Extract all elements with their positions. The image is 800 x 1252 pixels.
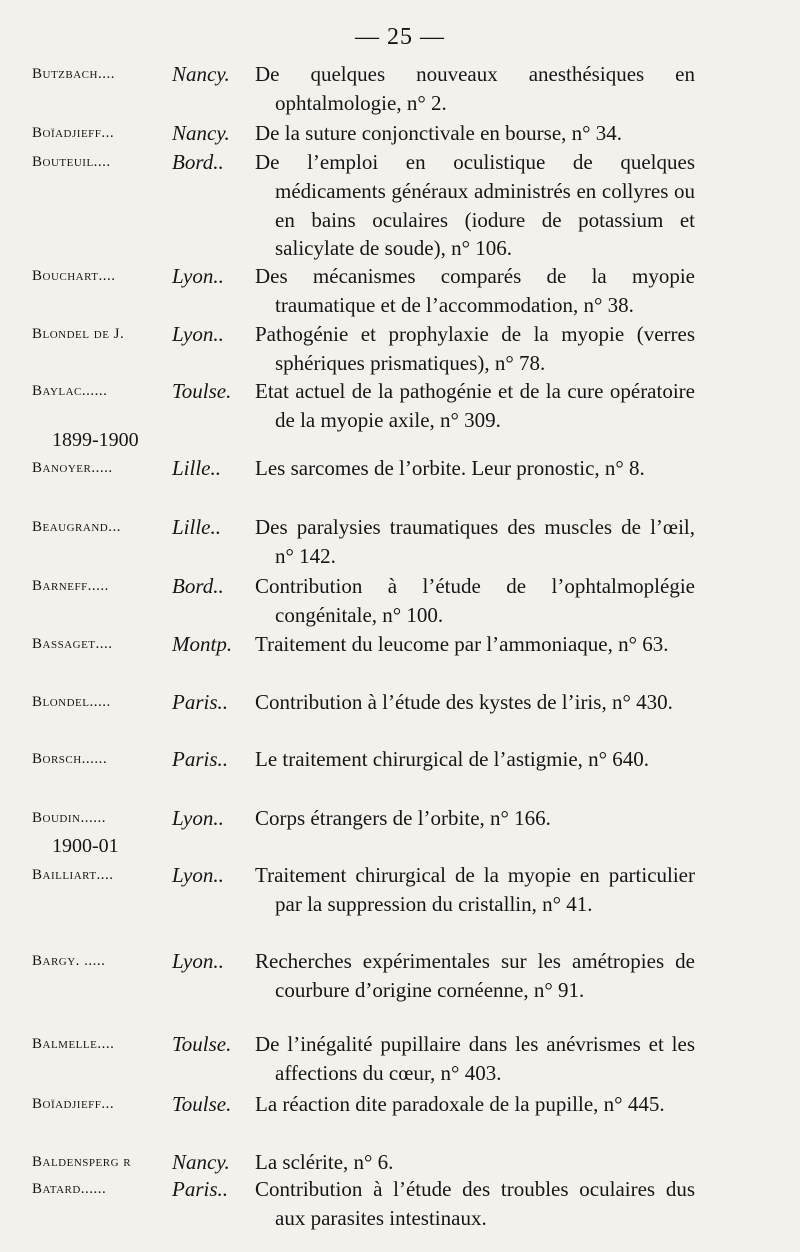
entry-author: Batard......	[32, 1181, 107, 1197]
entry-title: De la suture conjonctivale en bourse, n° 34.	[255, 121, 623, 145]
entry-city: Toulse.	[172, 1032, 232, 1056]
entry-title: La sclérite, n° 6.	[255, 1150, 394, 1174]
entry-title: Recherches expérimentales sur les amétropies de courbure d’origine cornéenne, n° 91.	[255, 949, 695, 1002]
entry-title: Corps étrangers de l’orbite, n° 166.	[255, 806, 551, 830]
entry-title: Contribution à l’étude des kystes de l’iris, n° 430.	[255, 690, 673, 714]
entry-city: Paris..	[172, 690, 229, 714]
entry-title: Les sarcomes de l’orbite. Leur pronostic, n° 8.	[255, 456, 645, 480]
entry-author: Blondel de J.	[32, 326, 125, 342]
entry-title: Pathogénie et prophylaxie de la myopie (verres sphériques prismatiques), n° 78.	[255, 322, 695, 375]
entry-city: Lille..	[172, 515, 222, 539]
entry-city: Paris..	[172, 747, 229, 771]
entry-author: Butzbach....	[32, 66, 115, 82]
entry-author: Boudin......	[32, 810, 106, 826]
page-number: — 25 —	[355, 24, 445, 50]
entry-city: Lyon..	[172, 863, 224, 887]
entry-title: Des mécanismes comparés de la myopie traumatique et de l’accommodation, n° 38.	[255, 264, 695, 317]
entry-city: Lyon..	[172, 806, 224, 830]
entry-city: Bord..	[172, 150, 224, 174]
entry-city: Bord..	[172, 574, 224, 598]
entry-city: Montp.	[172, 632, 233, 656]
entry-author: Blondel.....	[32, 694, 111, 710]
entry-author: Bassaget....	[32, 636, 113, 652]
entry-author: Boïadjieff...	[32, 1096, 115, 1112]
entry-author: Bouteuil....	[32, 154, 111, 170]
entry-author: Bargy. .....	[32, 953, 106, 969]
entry-title: Des paralysies traumatiques des muscles de l’œil, n° 142.	[255, 515, 695, 568]
entry-title: Traitement du leucome par l’ammoniaque, n° 63.	[255, 632, 669, 656]
entry-title: De l’inégalité pupillaire dans les anévrismes et les affections du cœur, n° 403.	[255, 1032, 695, 1085]
entry-author: Bailliart....	[32, 867, 114, 883]
entry-city: Nancy.	[172, 1150, 230, 1174]
year-heading: 1900-01	[52, 835, 119, 857]
entry-title: La réaction dite paradoxale de la pupille, n° 445.	[255, 1092, 665, 1116]
entry-author: Baylac......	[32, 383, 108, 399]
entry-author: Beaugrand...	[32, 519, 121, 535]
entry-title: Le traitement chirurgical de l’astigmie, n° 640.	[255, 747, 650, 771]
entry-author: Boïadjieff...	[32, 125, 115, 141]
entry-city: Toulse.	[172, 379, 232, 403]
entry-city: Lille..	[172, 456, 222, 480]
entry-author: Barneff.....	[32, 578, 109, 594]
entry-title: Contribution à l’étude des troubles oculaires dus aux parasites intestinaux.	[255, 1177, 695, 1230]
entry-city: Lyon..	[172, 322, 224, 346]
entry-city: Lyon..	[172, 264, 224, 288]
year-heading: 1899-1900	[52, 429, 139, 451]
entry-title: Traitement chirurgical de la myopie en particulier par la suppression du cristallin, n° 41.	[255, 863, 695, 916]
entry-author: Balmelle....	[32, 1036, 115, 1052]
entry-title: De l’emploi en oculistique de quelques médicaments généraux administrés en collyres ou en bains oculaires (iodure de potassium et salicylate de soude), n° 106.	[255, 150, 695, 261]
entry-title: Contribution à l’étude de l’ophtalmoplégie congénitale, n° 100.	[255, 574, 695, 627]
entry-title: Etat actuel de la pathogénie et de la cure opératoire de la myopie axile, n° 309.	[255, 379, 695, 432]
entry-author: Bouchart....	[32, 268, 116, 284]
entry-title: De quelques nouveaux anesthésiques en ophtalmologie, n° 2.	[255, 62, 695, 115]
entry-city: Toulse.	[172, 1092, 232, 1116]
entry-city: Nancy.	[172, 62, 230, 86]
entry-author: Banoyer.....	[32, 460, 113, 476]
entry-author: Borsch......	[32, 751, 108, 767]
entry-city: Paris..	[172, 1177, 229, 1201]
entry-author: Baldensperg r	[32, 1154, 132, 1170]
entry-city: Lyon..	[172, 949, 224, 973]
entry-city: Nancy.	[172, 121, 230, 145]
